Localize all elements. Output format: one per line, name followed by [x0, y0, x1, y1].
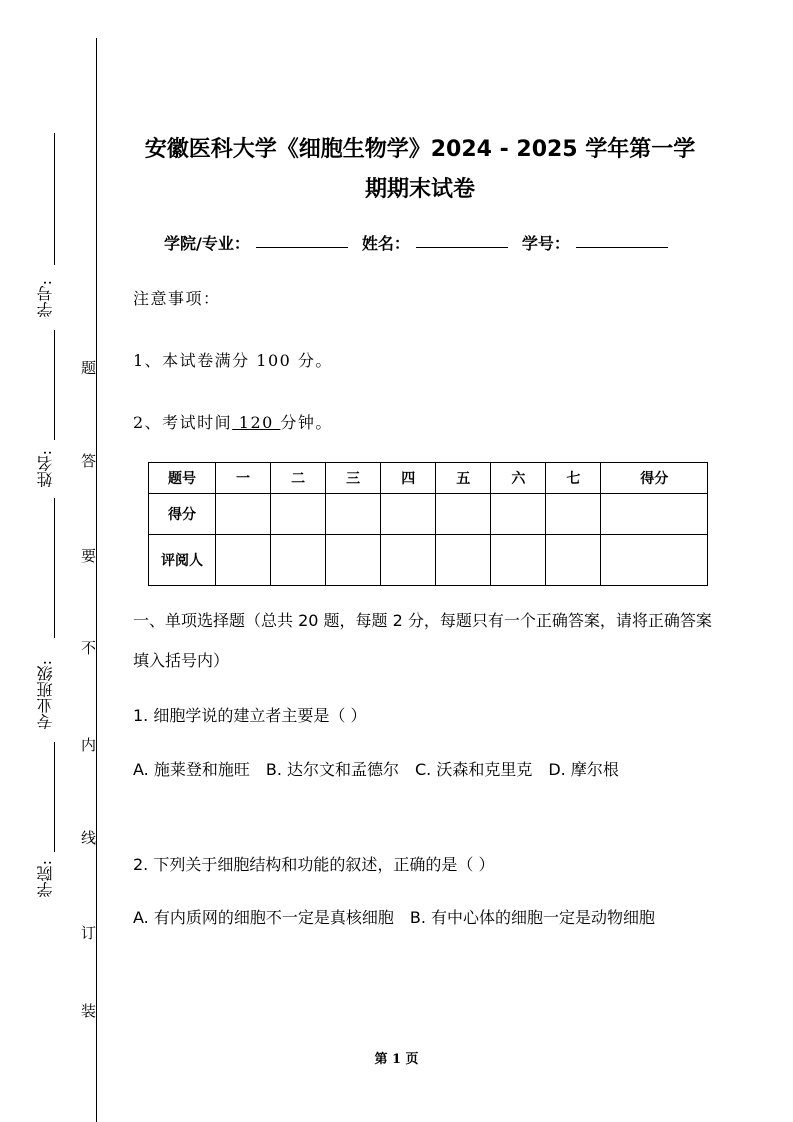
student-id-label: 学号:: [36, 280, 55, 318]
score-cell[interactable]: [271, 494, 326, 535]
notice-item-1: 1、本试卷满分 100 分。: [133, 351, 333, 370]
reviewer-cell[interactable]: [601, 535, 708, 586]
name-label: 姓名：: [361, 234, 410, 253]
header-cell: 三: [326, 463, 381, 494]
reviewer-cell[interactable]: [271, 535, 326, 586]
college-label: 学院:: [36, 860, 55, 898]
row-label: 得分: [149, 494, 216, 535]
header-cell: 得分: [601, 463, 708, 494]
class-blank[interactable]: [54, 742, 55, 852]
margin-warning-char: 订: [79, 925, 97, 940]
header-cell: 五: [436, 463, 491, 494]
question-options: A. 有内质网的细胞不一定是真核细胞 B. 有中心体的细胞一定是动物细胞: [133, 908, 655, 927]
header-cell: 七: [546, 463, 601, 494]
exam-title: 安徽医科大学《细胞生物学》2024 - 2025 学年第一学: [144, 137, 696, 162]
student-info-row: [164, 231, 676, 254]
header-cell: 四: [381, 463, 436, 494]
score-cell[interactable]: [381, 494, 436, 535]
class-label: 专业班级:: [36, 660, 55, 730]
name-label: 姓名:: [36, 450, 55, 488]
margin-warning-char: 装: [79, 1003, 97, 1018]
score-table-header: [149, 463, 708, 494]
name-blank[interactable]: [54, 330, 55, 440]
margin-warning-char: 内: [79, 737, 97, 752]
student-id-blank[interactable]: [576, 231, 668, 248]
reviewer-cell[interactable]: [326, 535, 381, 586]
margin-warning-char: 线: [79, 830, 97, 845]
page-number: 第 1 页: [374, 1052, 419, 1067]
exam-title-cont: 期期末试卷: [364, 177, 475, 202]
name-blank[interactable]: [416, 231, 508, 248]
notice-heading: 注意事项：: [133, 289, 221, 308]
row-label: 评阅人: [149, 535, 216, 586]
header-cell: 一: [216, 463, 271, 494]
reviewer-cell[interactable]: [546, 535, 601, 586]
question-stem: 1. 细胞学说的建立者主要是（ ）: [133, 706, 367, 725]
reviewer-cell[interactable]: [491, 535, 546, 586]
question-options: A. 施莱登和施旺 B. 达尔文和孟德尔 C. 沃森和克里克 D. 摩尔根: [133, 760, 619, 779]
student-id-label: 学号：: [521, 234, 570, 253]
margin-warning-char: 要: [79, 548, 97, 563]
reviewer-cell[interactable]: [381, 535, 436, 586]
score-cell[interactable]: [436, 494, 491, 535]
score-table: [148, 462, 708, 586]
header-cell: 六: [491, 463, 546, 494]
header-cell: 二: [271, 463, 326, 494]
margin-warning-char: 答: [79, 453, 97, 468]
question-stem: 2. 下列关于细胞结构和功能的叙述，正确的是（ ）: [133, 855, 495, 874]
student-id-blank[interactable]: [54, 133, 55, 265]
score-cell[interactable]: [491, 494, 546, 535]
exam-duration: 120: [232, 413, 281, 432]
score-row: [149, 494, 708, 535]
reviewer-cell[interactable]: [436, 535, 491, 586]
score-cell[interactable]: [326, 494, 381, 535]
class-blank-top[interactable]: [54, 498, 55, 638]
notice-item-2: [133, 410, 333, 433]
notice-item-2-prefix: 2、考试时间: [133, 413, 233, 432]
reviewer-row: [149, 535, 708, 586]
section-heading: 一、单项选择题（总共 20 题，每题 2 分，每题只有一个正确答案，请将正确答案填入括号内）: [133, 611, 712, 670]
score-cell[interactable]: [546, 494, 601, 535]
binding-line: [96, 38, 97, 1122]
margin-warning-char: 题: [79, 360, 97, 375]
notice-item-2-suffix: 分钟。: [280, 413, 333, 432]
score-cell[interactable]: [601, 494, 708, 535]
header-cell: 题号: [149, 463, 216, 494]
margin-warning-char: 不: [79, 640, 97, 655]
college-major-blank[interactable]: [256, 231, 348, 248]
score-cell[interactable]: [216, 494, 271, 535]
college-major-label: 学院/专业：: [164, 234, 250, 253]
reviewer-cell[interactable]: [216, 535, 271, 586]
